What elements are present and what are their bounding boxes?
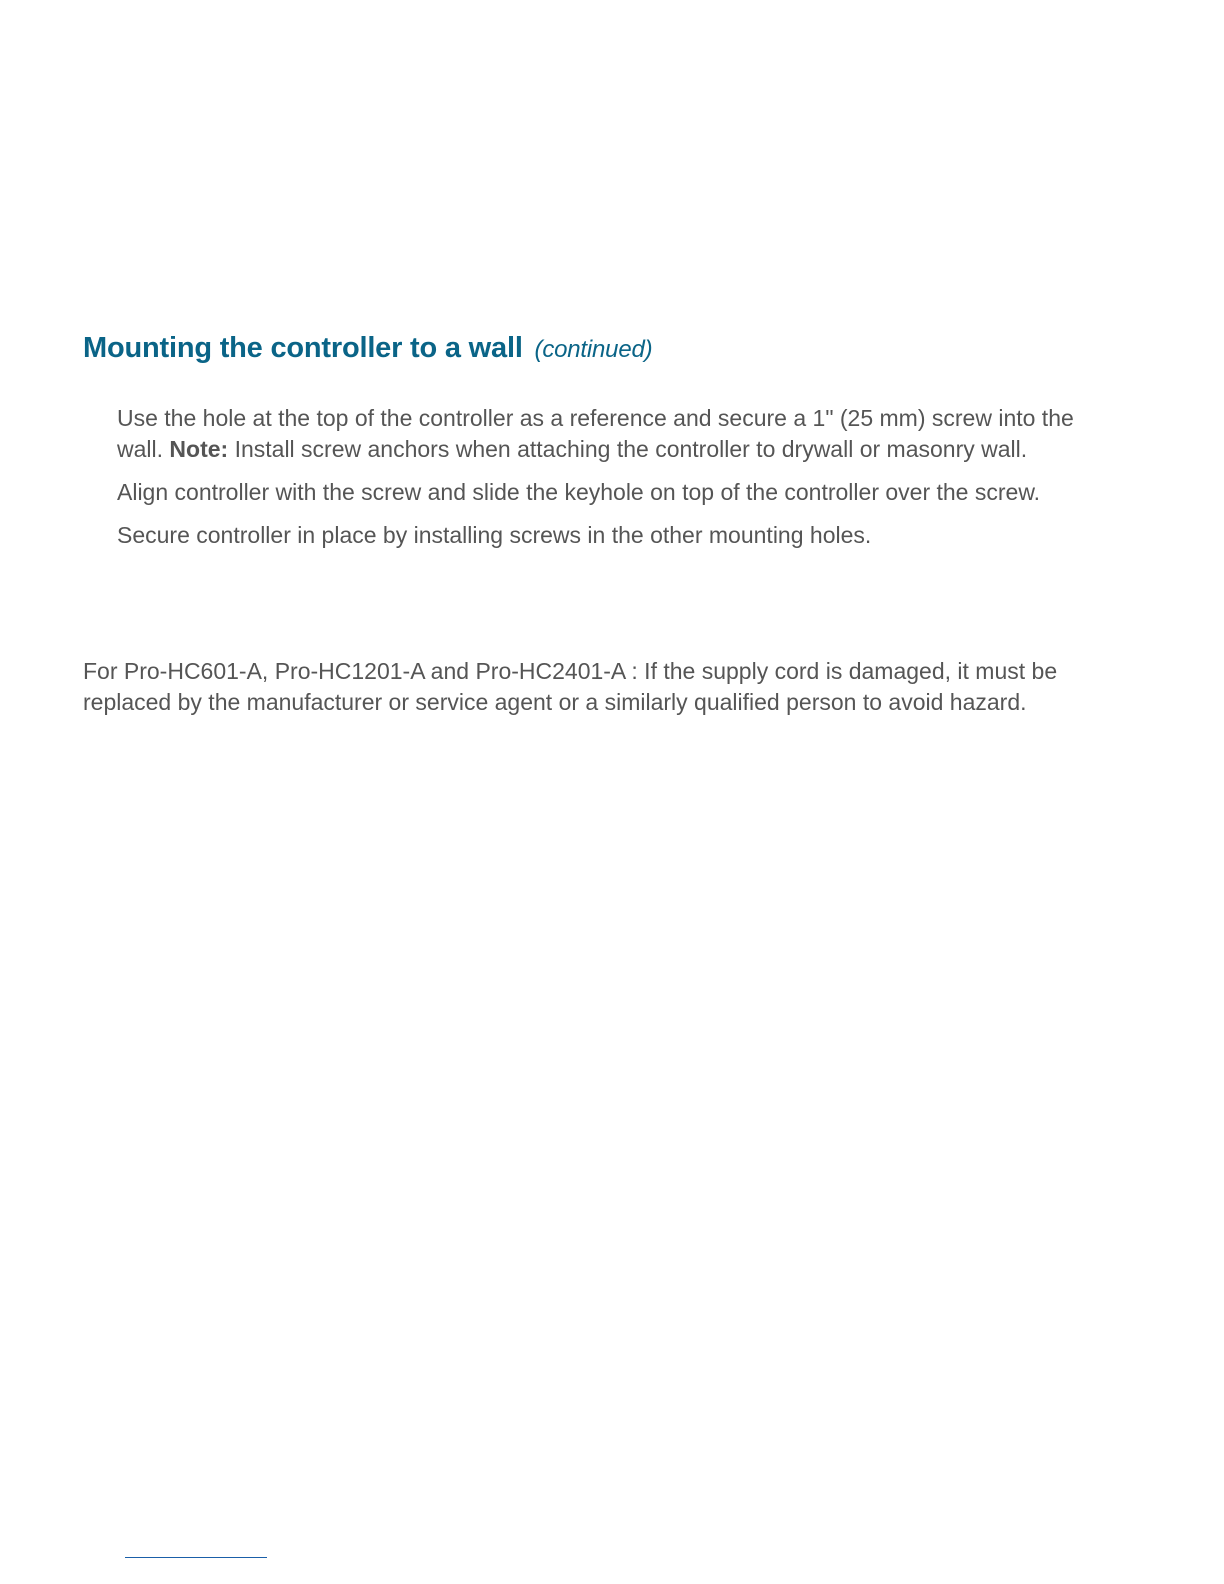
note-label: Note: [169,436,229,462]
step-item-3 [117,520,1107,551]
step-item-2 [117,477,1107,508]
step-2-text: Align controller with the screw and slide the keyhole on top of the controller over the screw. [117,479,1041,505]
step-1-text: Use the hole at the top of the controller as a reference and secure a 1" (25 mm) screw into the wall. [117,405,1074,462]
note-text: Install screw anchors when attaching the controller to drywall or masonry wall. [234,436,1028,462]
section-title: Mounting the controller to a wall [83,332,523,364]
supply-cord-warning: For Pro-HC601-A, Pro-HC1201-A and Pro-HC2401-A : If the supply cord is damaged, it must be replaced by the manufacturer or service agent or a similarly qualified person to avoid hazard. [83,658,1058,715]
mounting-steps-list [117,403,1107,563]
step-item-1 [117,403,1107,465]
section-heading [83,332,652,365]
footnote-divider [125,1557,267,1558]
step-3-text: Secure controller in place by installing screws in the other mounting holes. [117,522,872,548]
section-title-suffix: (continued) [534,336,653,363]
